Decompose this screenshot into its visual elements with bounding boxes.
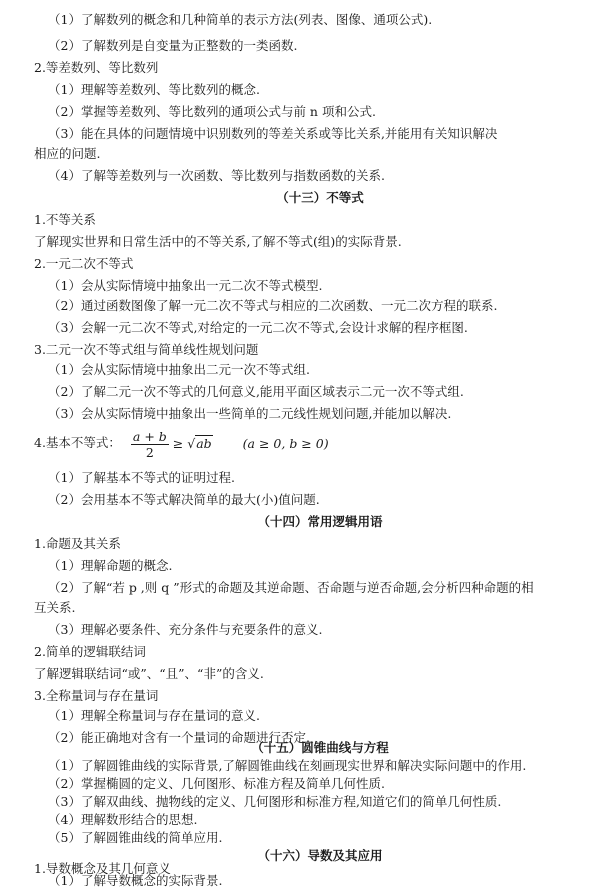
basic-inequality-line bbox=[0, 426, 600, 462]
text-line: （1）了解基本不等式的证明过程. bbox=[48, 470, 235, 485]
text-line: （1）了解导数概念的实际背景. bbox=[48, 873, 223, 888]
text-line: （3）能在具体的问题情境中识别数列的等差关系或等比关系,并能用有关知识解决 bbox=[48, 126, 498, 141]
fraction-denominator: 2 bbox=[145, 444, 154, 460]
text-line: （4）了解等差数列与一次函数、等比数列与指数函数的关系. bbox=[48, 168, 385, 183]
text-line: （3）理解必要条件、充分条件与充要条件的意义. bbox=[48, 622, 323, 637]
radicand: ab bbox=[196, 435, 212, 451]
text-line: （2）通过函数图像了解一元二次不等式与相应的二次函数、一元二次方程的联系. bbox=[48, 298, 498, 313]
radical-sign: √ bbox=[187, 435, 196, 451]
text-line: （3）会解一元二次不等式,对给定的一元二次不等式,会设计求解的程序框图. bbox=[48, 320, 468, 335]
text-line: （5）了解圆锥曲线的简单应用. bbox=[48, 830, 223, 845]
text-line: （1）了解圆锥曲线的实际背景,了解圆锥曲线在刻画现实世界和解决实际问题中的作用. bbox=[48, 758, 527, 773]
subsection-title: 2.简单的逻辑联结词 bbox=[34, 644, 146, 659]
fraction-numerator: a + b bbox=[132, 428, 167, 444]
text-line: （4）理解数形结合的思想. bbox=[48, 812, 198, 827]
subsection-title: 4.基本不等式： bbox=[34, 435, 121, 450]
text-line: （1）理解等差数列、等比数列的概念. bbox=[48, 82, 260, 97]
text-line: 互关系. bbox=[34, 600, 76, 615]
text-line: 了解现实世界和日常生活中的不等关系,了解不等式(组)的实际背景. bbox=[34, 234, 402, 249]
subsection-title: 3.二元一次不等式组与简单线性规划问题 bbox=[34, 342, 259, 357]
text-line: （2）掌握椭圆的定义、几何图形、标准方程及简单几何性质. bbox=[48, 776, 385, 791]
subsection-title: 1.不等关系 bbox=[34, 212, 96, 227]
subsection-title: 2.一元二次不等式 bbox=[34, 256, 134, 271]
section-heading: （十三）不等式 bbox=[276, 190, 364, 205]
text-line: （1）了解数列的概念和几种简单的表示方法(列表、图像、通项公式). bbox=[48, 12, 433, 27]
text-line: （2）能正确地对含有一个量词的命题进行否定. bbox=[48, 730, 310, 745]
section-heading: （十四）常用逻辑用语 bbox=[257, 514, 383, 529]
subsection-title: 3.全称量词与存在量词 bbox=[34, 688, 159, 703]
square-root bbox=[187, 435, 212, 451]
fraction bbox=[131, 429, 169, 460]
text-line: 相应的问题. bbox=[34, 146, 101, 161]
relation-symbol: ≥ bbox=[172, 435, 184, 451]
text-line: （3）会从实际情境中抽象出一些简单的二元线性规划问题,并能加以解决. bbox=[48, 406, 452, 421]
text-line: （2）了解“若 p ,则 q ”形式的命题及其逆命题、否命题与逆否命题,会分析四种命题的相 bbox=[48, 580, 534, 595]
text-line: （2）会用基本不等式解决简单的最大(小)值问题. bbox=[48, 492, 320, 507]
section-heading: （十五）圆锥曲线与方程 bbox=[251, 740, 389, 755]
condition: (a ≥ 0, b ≥ 0) bbox=[242, 435, 329, 451]
text-line: （1）会从实际情境中抽象出一元二次不等式模型. bbox=[48, 278, 323, 293]
text-line: （3）了解双曲线、抛物线的定义、几何图形和标准方程,知道它们的简单几何性质. bbox=[48, 794, 502, 809]
text-line: 了解逻辑联结词“或”、“且”、“非”的含义. bbox=[34, 666, 264, 681]
subsection-title: 1.命题及其关系 bbox=[34, 536, 121, 551]
subsection-title: 1.导数概念及其几何意义 bbox=[34, 861, 171, 876]
section-heading: （十六）导数及其应用 bbox=[257, 848, 383, 863]
basic-inequality-formula bbox=[131, 427, 329, 461]
text-line: （2）了解数列是自变量为正整数的一类函数. bbox=[48, 38, 298, 53]
text-line: （1）会从实际情境中抽象出二元一次不等式组. bbox=[48, 362, 310, 377]
text-line: （1）理解全称量词与存在量词的意义. bbox=[48, 708, 260, 723]
text-line: （2）掌握等差数列、等比数列的通项公式与前 n 项和公式. bbox=[48, 104, 376, 119]
text-line: （2）了解二元一次不等式的几何意义,能用平面区域表示二元一次不等式组. bbox=[48, 384, 464, 399]
subsection-title: 2.等差数列、等比数列 bbox=[34, 60, 159, 75]
text-line: （1）理解命题的概念. bbox=[48, 558, 173, 573]
